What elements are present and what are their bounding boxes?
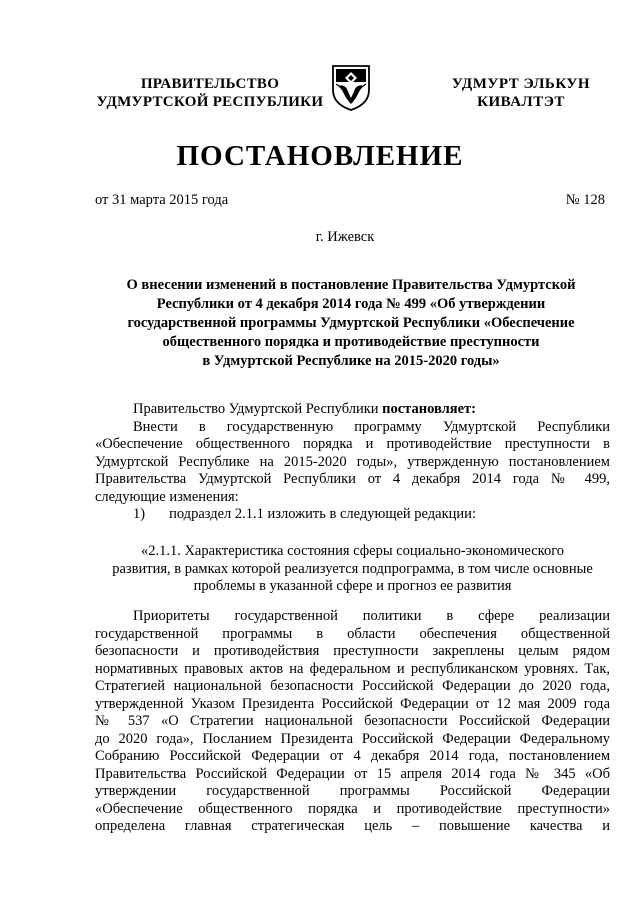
quoted-heading [95, 543, 610, 596]
preamble-bold: постановляет: [382, 401, 476, 417]
para2-line: до 2020 года», Посланием Президента Российской Федерации Федеральному [95, 730, 610, 747]
document-city: г. Ижевск [315, 229, 375, 245]
subject-line: в Удмуртской Республике на 2015-2020 годы» [202, 353, 500, 369]
item-number: 1) [133, 506, 146, 522]
para2-line: № 537 «О Стратегии национальной безопасности Российской Федерации [95, 713, 610, 729]
document-date: от 31 марта 2015 года [95, 192, 229, 208]
para2-line: определена главная стратегическая цель – повышение качества и [95, 818, 610, 834]
document-number: № 128 [565, 192, 605, 208]
para2-line: утверждении государственной программы Российской Федерации [95, 783, 610, 799]
para1-line: Внести в государственную программу Удмуртской Республики [133, 418, 610, 435]
para1-line: «Обеспечение общественного порядка и противодействие преступности в [95, 436, 610, 452]
para1-line: Правительства Удмуртской Республики от 4 декабря 2014 года № 499, [95, 471, 610, 487]
document-subject [95, 276, 607, 371]
decision-block [95, 401, 610, 524]
org-name-russian [92, 75, 328, 111]
org-name-line: УДМУРТ ЭЛЬКУН [451, 76, 591, 92]
subject-line: государственной программы Удмуртской Республики «Обеспечение [127, 315, 575, 331]
quote-line: развития, в рамках которой реализуется подпрограмма, в том числе основные [112, 560, 593, 577]
quote-line: «2.1.1. Характеристика состояния сферы социально-экономического [140, 543, 565, 559]
subject-line: общественного порядка и противодействие преступности [162, 334, 540, 350]
para2-line: Приоритеты государственной политики в сфере реализации [133, 608, 610, 624]
preamble: Правительство Удмуртской Республики постановляет: [133, 401, 476, 417]
org-name-line: КИВАЛТЭТ [477, 94, 565, 110]
org-name-line: УДМУРТСКОЙ РЕСПУБЛИКИ [96, 94, 324, 110]
para2-line: Стратегией национальной безопасности Российской Федерации до 2020 года, [95, 678, 610, 694]
para2-line: нормативных правовых актов на федеральном и республиканском уровнях. Так, [95, 660, 610, 677]
item-text: подраздел 2.1.1 изложить в следующей редакции: [169, 506, 476, 522]
para2-line: государственной программы в области обеспечения общественной [95, 625, 610, 642]
para1-line: следующие изменения: [95, 488, 239, 505]
quote-line: проблемы в указанной сфере и прогноз ее развития [193, 578, 512, 594]
para2-line: «Обеспечение общественного порядка и противодействие преступности» [95, 800, 610, 817]
para2-line: Собранию Российской Федерации от 4 декабря 2014 года, постановлением [95, 748, 610, 764]
org-name-line: ПРАВИТЕЛЬСТВО [140, 76, 280, 92]
coat-of-arms-icon [330, 62, 372, 112]
document-type-title: ПОСТАНОВЛЕНИЕ [176, 140, 464, 172]
para2-line: утвержденной Указом Президента Российской Федерации от 12 мая 2009 года [95, 695, 610, 712]
subject-line: Республики от 4 декабря 2014 года № 499 «Об утверждении [156, 296, 546, 312]
para1-line: Удмуртской Республике на 2015-2020 годы», утвержденную постановлением [95, 453, 610, 470]
paragraph-priorities [95, 608, 610, 836]
para2-line: Правительства Российской Федерации от 15 апреля 2014 года № 345 «Об [95, 765, 610, 782]
para2-line: безопасности и противодействия преступности закреплены целым рядом [95, 643, 610, 659]
subject-line: О внесении изменений в постановление Правительства Удмуртской [126, 277, 576, 293]
item-1 [95, 506, 610, 524]
org-name-udmurt [436, 75, 606, 111]
